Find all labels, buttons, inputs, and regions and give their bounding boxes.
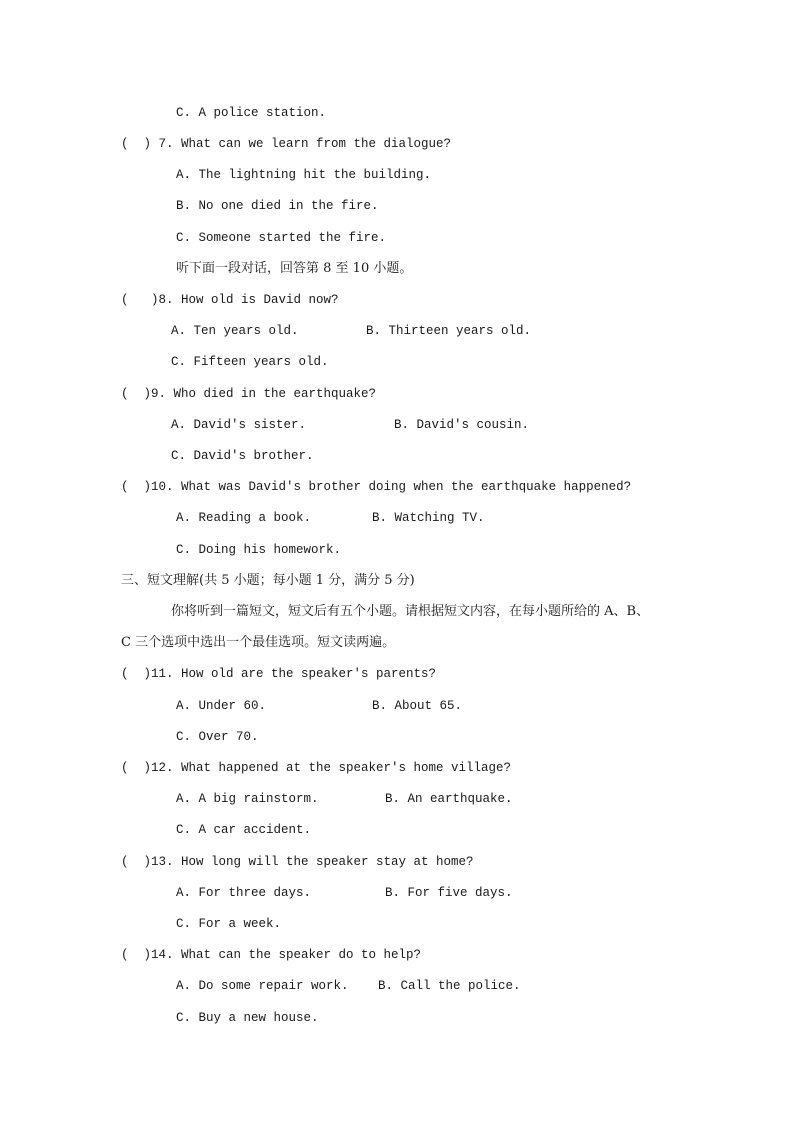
q9-question: ( )9. Who died in the earthquake?: [121, 387, 377, 401]
q14-question: ( )14. What can the speaker do to help?: [121, 948, 422, 962]
q11-option-a: A. Under 60.: [176, 699, 267, 713]
q8-option-a: A. Ten years old.: [171, 324, 299, 338]
q7-option-b: B. No one died in the fire.: [176, 199, 379, 213]
q10-option-a: A. Reading a book.: [176, 511, 312, 525]
q14-option-c: C. Buy a new house.: [176, 1011, 319, 1025]
section-instruction-1: 你将听到一篇短文，短文后有五个小题。请根据短文内容，在每小题所给的 A、B、: [171, 604, 650, 619]
section-instruction-2: C 三个选项中选出一个最佳选项。短文读两遍。: [121, 635, 396, 650]
q12-question: ( )12. What happened at the speaker's home village?: [121, 761, 512, 775]
q13-question: ( )13. How long will the speaker stay at home?: [121, 855, 474, 869]
q10-option-c: C. Doing his homework.: [176, 543, 342, 557]
q12-option-c: C. A car accident.: [176, 823, 312, 837]
q11-option-c: C. Over 70.: [176, 730, 259, 744]
q9-option-a: A. David's sister.: [171, 418, 307, 432]
q14-option-b: B. Call the police.: [378, 979, 521, 993]
q9-option-c: C. David's brother.: [171, 449, 314, 463]
q7-option-a: A. The lightning hit the building.: [176, 168, 432, 182]
q8-option-b: B. Thirteen years old.: [366, 324, 532, 338]
q6-option-c: C. A police station.: [176, 106, 327, 120]
q13-option-c: C. For a week.: [176, 917, 282, 931]
q10-question: ( )10. What was David's brother doing when the earthquake happened?: [121, 480, 632, 494]
q9-option-b: B. David's cousin.: [394, 418, 530, 432]
q11-option-b: B. About 65.: [372, 699, 463, 713]
q13-option-a: A. For three days.: [176, 886, 312, 900]
section-heading: 三、短文理解(共 5 小题；每小题 1 分，满分 5 分): [121, 573, 415, 588]
q8-question: ( )8. How old is David now?: [121, 293, 339, 307]
q10-option-b: B. Watching TV.: [372, 511, 485, 525]
q12-option-b: B. An earthquake.: [385, 792, 513, 806]
q7-option-c: C. Someone started the fire.: [176, 231, 387, 245]
q8-option-c: C. Fifteen years old.: [171, 355, 329, 369]
q11-question: ( )11. How old are the speaker's parents?: [121, 667, 437, 681]
q7-question: ( ) 7. What can we learn from the dialogue?: [121, 137, 452, 151]
instruction-q8-10: 听下面一段对话，回答第 8 至 10 小题。: [176, 261, 413, 276]
q12-option-a: A. A big rainstorm.: [176, 792, 319, 806]
q14-option-a: A. Do some repair work.: [176, 979, 349, 993]
q13-option-b: B. For five days.: [385, 886, 513, 900]
